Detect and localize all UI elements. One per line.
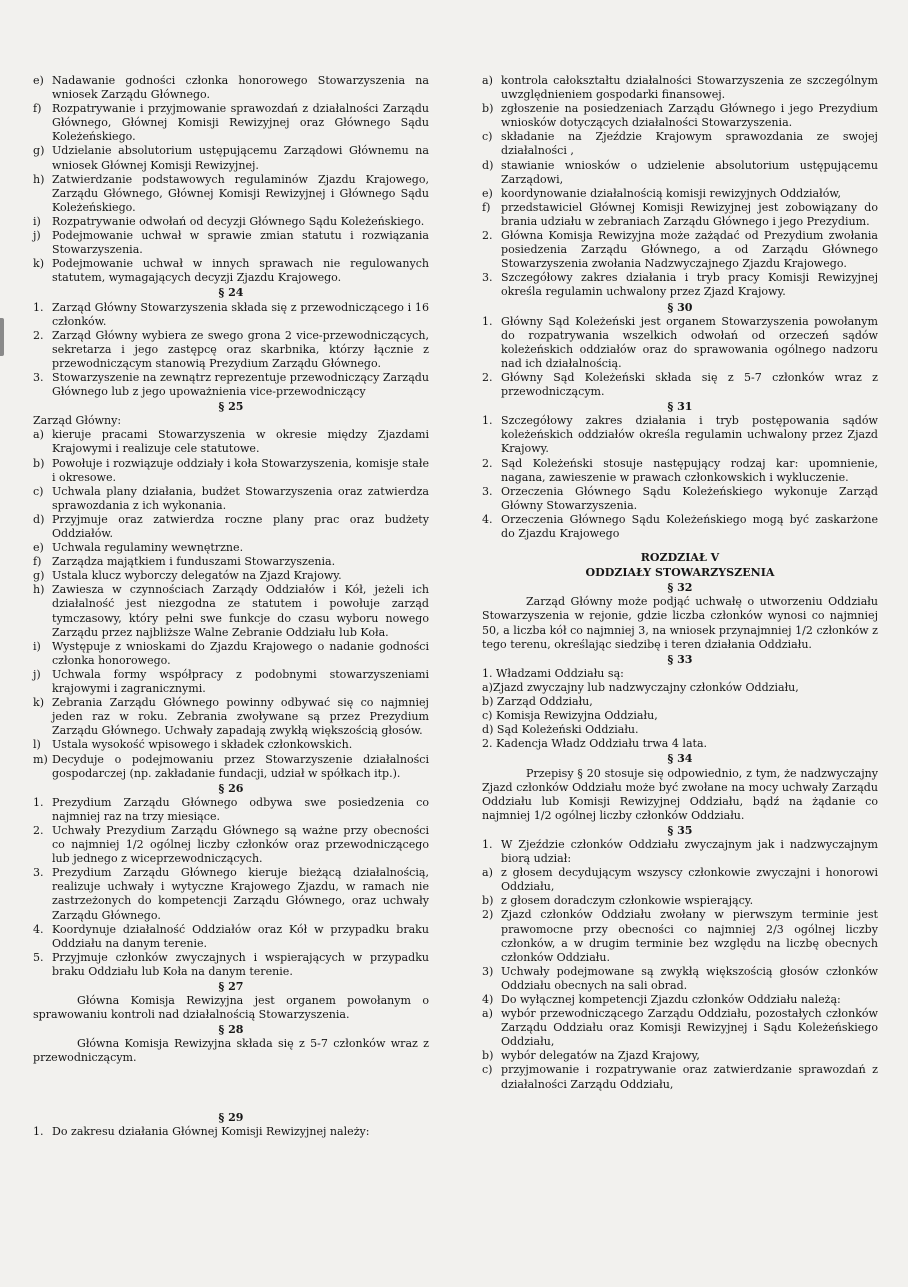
list-item-label: 1. — [482, 414, 493, 428]
list-item — [482, 1007, 878, 1049]
text-line: a)Zjazd zwyczajny lub nadzwyczajny członków Oddziału, — [482, 680, 799, 694]
list-item-text: Powołuje i rozwiązuje oddziały i koła Stowarzyszenia, komisje stałe i okresowe. — [52, 456, 429, 484]
list-item-text: Rozpatrywanie i przyjmowanie sprawozdań z działalności Zarządu Głównego, Głównej Komisji Rewizyjnej oraz Głównego Sądu Koleżeńskiego. — [52, 102, 429, 144]
list-item-text: Stowarzyszenie na zewnątrz reprezentuje przewodniczący Zarządu Głównego lub z jego upoważnienia vice-przewodniczący — [52, 370, 429, 399]
list-item-label: l) — [33, 738, 41, 752]
list-item — [482, 1049, 878, 1063]
list-item — [33, 485, 429, 513]
list-item — [482, 414, 878, 456]
list-item — [33, 1125, 429, 1139]
binding-edge-mark — [0, 318, 4, 356]
list-item-text: Występuje z wnioskami do Zjazdu Krajowego o nadanie godności członka honorowego. — [52, 639, 429, 667]
list-item-label: k) — [33, 696, 45, 710]
text-line: 2. Kadencja Władz Oddziału trwa 4 lata. — [482, 737, 708, 751]
list-item — [33, 753, 429, 781]
list-item — [33, 555, 429, 569]
section-28-text: Główna Komisja Rewizyjna składa się z 5-7 członków wraz z przewodniczącym. — [33, 1037, 429, 1065]
list-item — [482, 130, 878, 158]
list-item-text: Koordynuje działalność Oddziałów oraz Kół w przypadku braku Oddziału na danym terenie. — [52, 922, 429, 950]
list-item-label: f) — [482, 200, 491, 214]
list-item-text: stawianie wniosków o udzielenie absolutorium ustępującemu Zarządowi, — [501, 158, 878, 186]
list-item-label: f) — [33, 102, 42, 116]
list-item-label: 1. — [482, 314, 493, 328]
list-item — [482, 1063, 878, 1091]
list-item-label: i) — [33, 214, 41, 228]
list-item — [33, 74, 429, 102]
list-item — [33, 428, 429, 456]
list-item-label: b) — [33, 456, 45, 470]
list-item-label: 1. — [33, 795, 44, 809]
list-item-text: Uchwala plany działania, budżet Stowarzyszenia oraz zatwierdza sprawozdania z ich wykonania. — [52, 484, 429, 512]
list-item-text: Do zakresu działania Głównej Komisji Rewizyjnej należy: — [52, 1124, 370, 1138]
list-item — [482, 457, 878, 485]
list-item-text: Prezydium Zarządu Głównego kieruje bieżącą działalnością, realizuje uchwały i wytyczne Krajowego Zjazdu, w ramach nie zastrzeżonych do kompetencji Zarządu Głównego, oraz uchwały Zarządu Głównego. — [52, 866, 429, 922]
list-item-text: Prezydium Zarządu Głównego odbywa swe posiedzenia co najmniej raz na trzy miesiące. — [52, 795, 429, 823]
list-item-label: 2. — [482, 229, 493, 243]
list-item-label: 4) — [482, 993, 494, 1006]
list-item-label: 1. — [33, 1124, 44, 1138]
list-item-label: 2. — [482, 456, 493, 470]
section-32-heading: § 32 — [667, 581, 693, 595]
list-item-label: c) — [33, 484, 44, 498]
list-item-text: Szczegółowy zakres działania i tryb postępowania sądów koleżeńskich oddziałów określa regulamin uchwalony przez Zjazd Krajowy. — [501, 414, 878, 456]
list-item-text: Udzielanie absolutorium ustępującemu Zarządowi Głównemu na wniosek Głównej Komisji Rewizyjnej. — [52, 144, 429, 172]
list-item — [33, 102, 429, 144]
list-item-text: Zatwierdzanie podstawowych regulaminów Zjazdu Krajowego, Zarządu Głównego, Głównej Komisji Rewizyjnej i Głównego Sądu Koleżeńskiego. — [52, 172, 429, 214]
section-24-heading: § 24 — [218, 286, 244, 300]
list-item-label: 3) — [482, 964, 494, 978]
text-line: 1. Władzami Oddziału są: — [482, 666, 624, 680]
list-item — [482, 485, 878, 513]
section-34-text: Przepisy § 20 stosuje się odpowiednio, z tym, że nadzwyczajny Zjazd członków Oddziału może być zwołane na mocy uchwały Zarządu Oddziału lub Komisji Rewizyjnej Oddziału, bądź na żądanie co najmniej 1/2 ogólnej liczby członków Oddziału. — [482, 766, 878, 822]
list-item-text: Sąd Koleżeński stosuje następujący rodzaj kar: upomnienie, nagana, zawieszenie w prawach członkowskich i wykluczenie. — [501, 456, 878, 484]
list-item-text: Przyjmuje członków zwyczajnych i wspierających w przypadku braku Oddziału lub Koła na danym terenie. — [52, 950, 429, 978]
list-item-label: j) — [33, 229, 41, 243]
list-item-label: 3. — [33, 370, 44, 384]
list-item-text: Zjazd członków Oddziału zwołany w pierwszym terminie jest prawomocne przy obecności co najmniej 2/3 ogólnej liczby członków, a w drugim terminie bez względu na liczbę obecnych członków Oddziału. — [501, 908, 878, 964]
section-33-heading: § 33 — [667, 652, 693, 666]
list-item-text: składanie na Zjeździe Krajowym sprawozdania ze swojej działalności , — [501, 130, 878, 158]
section-27-text: Główna Komisja Rewizyjna jest organem powołanym o sprawowaniu kontroli nad działalnością Stowarzyszenia. — [33, 994, 429, 1022]
list-item-text: Uchwały podejmowane są zwykłą większością głosów członków Oddziału obecnych na sali obrad. — [501, 964, 878, 992]
list-item-text: z głosem doradczym członkowie wspierający. — [501, 894, 754, 908]
list-item-label: e) — [482, 186, 493, 200]
list-item-label: 2. — [33, 823, 44, 837]
section-34-heading: § 34 — [667, 752, 693, 766]
list-item — [482, 838, 878, 866]
list-item-label: 4. — [33, 922, 44, 936]
section-26-heading: § 26 — [218, 781, 244, 795]
chapter-title: ODDZIAŁY STOWARZYSZENIA — [585, 566, 775, 580]
list-item — [482, 908, 878, 964]
list-item — [482, 965, 878, 993]
list-item-text: Zawiesza w czynnościach Zarządy Oddziałów i Kół, jeżeli ich działalność jest niezgodna ze statutem i powołuje zarząd tymczasowy, który pełni swe funkcje do czasu wyboru nowego Zarządu przez najbliższe Walne Zebranie Oddziału lub Koła. — [52, 583, 429, 639]
list-item — [33, 696, 429, 738]
list-item-label: a) — [482, 866, 493, 880]
list-item-label: m) — [33, 752, 48, 766]
list-item — [482, 159, 878, 187]
list-item-label: b) — [482, 1049, 494, 1063]
list-item-text: Ustala klucz wyborczy delegatów na Zjazd Krajowy. — [52, 569, 342, 583]
section-31-heading: § 31 — [667, 400, 693, 414]
list-item-text: Zarząd Główny Stowarzyszenia składa się z przewodniczącego i 16 członków. — [52, 300, 429, 328]
list-item-label: 3. — [33, 866, 44, 880]
list-item-text: przyjmowanie i rozpatrywanie oraz zatwierdzanie sprawozdań z działalności Zarządu Oddziału, — [501, 1063, 878, 1091]
section-24-list — [33, 301, 429, 400]
list-item-label: d) — [482, 158, 494, 172]
section-25-list — [33, 428, 429, 780]
section-35-list — [482, 838, 878, 1092]
list-item — [482, 187, 878, 201]
list-item-label: 2. — [33, 328, 44, 342]
list-item-label: 1. — [33, 300, 44, 314]
spacer — [33, 1066, 429, 1110]
list-item — [33, 215, 429, 229]
list-item-text: Uchwala regulaminy wewnętrzne. — [52, 541, 244, 555]
list-item — [482, 229, 878, 271]
list-item-label: c) — [482, 130, 493, 144]
section-26-list — [33, 796, 429, 979]
list-item-label: i) — [33, 639, 41, 653]
section-33-lines — [482, 667, 878, 752]
list-item-label: e) — [33, 541, 44, 555]
list-item-label: a) — [482, 1007, 493, 1021]
text-line: d) Sąd Koleżeński Oddziału. — [482, 723, 639, 737]
list-item — [33, 541, 429, 555]
list-item-label: f) — [33, 555, 42, 569]
list-item — [33, 583, 429, 639]
list-item-label: g) — [33, 144, 45, 158]
list-item-label: 1. — [482, 837, 493, 851]
text-line: c) Komisja Rewizyjna Oddziału, — [482, 709, 658, 723]
left-column — [33, 74, 429, 1139]
list-item-text: wybór delegatów na Zjazd Krajowy, — [501, 1049, 700, 1063]
list-item-label: d) — [33, 512, 45, 526]
list-item — [33, 513, 429, 541]
list-item-text: Przyjmuje oraz zatwierdza roczne plany prac oraz budżety Oddziałów. — [52, 512, 429, 540]
list-item — [482, 513, 878, 541]
list-item-label: c) — [482, 1063, 493, 1077]
list-item — [33, 173, 429, 215]
list-item — [33, 824, 429, 866]
list-item-label: k) — [33, 257, 45, 271]
section-35-heading: § 35 — [667, 823, 693, 837]
list-item-text: kieruje pracami Stowarzyszenia w okresie między Zjazdami Krajowymi i realizuje cele statutowe. — [52, 428, 429, 456]
list-item-label: 4. — [482, 512, 493, 526]
list-item-text: Uchwala formy współpracy z podobnymi stowarzyszeniami krajowymi i zagranicznymi. — [52, 667, 429, 696]
list-item — [33, 668, 429, 696]
list-item — [482, 74, 878, 102]
list-items-e-to-k — [33, 74, 429, 285]
list-item-text: zgłoszenie na posiedzeniach Zarządu Głównego i jego Prezydium wniosków dotyczących działalności Stowarzyszenia. — [501, 102, 878, 130]
list-items-2-3 — [482, 229, 878, 299]
section-25-intro: Zarząd Główny: — [33, 414, 122, 428]
list-item — [33, 457, 429, 485]
list-item — [482, 201, 878, 229]
list-item — [33, 229, 429, 257]
list-item — [33, 866, 429, 922]
list-item-text: Podejmowanie uchwał w sprawie zmian statutu i rozwiązania Stowarzyszenia. — [52, 229, 429, 257]
section-31-list — [482, 414, 878, 541]
list-item-text: Zarząd Główny wybiera ze swego grona 2 vice-przewodniczących, sekretarza i jego zastępcę oraz skarbnika, którzy łącznie z przewodniczącym stanowią Prezydium Zarządu Głównego. — [52, 328, 429, 370]
chapter-number: ROZDZIAŁ V — [640, 551, 720, 565]
list-item-text: Zarządza majątkiem i funduszami Stowarzyszenia. — [52, 555, 336, 569]
list-item-label: b) — [482, 894, 494, 908]
list-item-label: 2. — [482, 370, 493, 384]
list-item-label: a) — [482, 74, 493, 87]
list-item-label: e) — [33, 74, 44, 87]
list-item — [482, 894, 878, 908]
list-item — [33, 640, 429, 668]
list-item-text: Decyduje o podejmowaniu przez Stowarzyszenie działalności gospodarczej (np. zakładanie fundacji, udział w spółkach itp.). — [52, 752, 429, 780]
list-item-text: Uchwały Prezydium Zarządu Głównego są ważne przy obecności co najmniej 1/2 ogólnej liczby członków oraz przewodniczącego lub jednego z wiceprzewodniczących. — [52, 823, 429, 866]
list-item — [482, 371, 878, 399]
section-29-list — [33, 1125, 429, 1139]
list-item — [482, 866, 878, 894]
section-28-heading: § 28 — [218, 1023, 244, 1037]
list-item-label: h) — [33, 583, 45, 597]
list-item-label: 3. — [482, 484, 493, 498]
list-item-text: Nadawanie godności członka honorowego Stowarzyszenia na wniosek Zarządu Głównego. — [52, 74, 429, 102]
list-item-text: wybór przewodniczącego Zarządu Oddziału, pozostałych członków Zarządu Oddziału oraz Komisji Rewizyjnej i Sądu Koleżeńskiego Oddziału, — [501, 1007, 878, 1049]
list-item-text: Główny Sąd Koleżeński składa się z 5-7 członków wraz z przewodniczącym. — [501, 370, 878, 399]
list-item — [33, 301, 429, 329]
list-item-label: 3. — [482, 271, 493, 285]
list-item-text: z głosem decydującym wszyscy członkowie zwyczajni i honorowi Oddziału, — [501, 866, 878, 894]
list-item-text: Do wyłącznej kompetencji Zjazdu członków Oddziału należą: — [501, 993, 841, 1006]
list-item-label: g) — [33, 569, 45, 583]
list-item — [482, 993, 878, 1007]
section-32-text: Zarząd Główny może podjąć uchwałę o utworzeniu Oddziału Stowarzyszenia w rejonie, gdzie liczba członków wynosi co najmniej 50, a liczba kół co najmniej 3, na wniosek przynajmniej 1/2 członków z tego terenu, określając siedzibę i teren działania Oddziału. — [482, 595, 878, 651]
list-items-a-to-f — [482, 74, 878, 229]
list-item-text: Podejmowanie uchwał w innych sprawach nie regulowanych statutem, wymagających decyzji Zjazdu Krajowego. — [52, 257, 429, 285]
section-27-heading: § 27 — [218, 980, 244, 993]
list-item — [482, 102, 878, 130]
list-item — [33, 738, 429, 752]
list-item — [33, 569, 429, 583]
list-item-text: Orzeczenia Głównego Sądu Koleżeńskiego wykonuje Zarząd Główny Stowarzyszenia. — [501, 484, 878, 512]
list-item-text: Rozpatrywanie odwołań od decyzji Głównego Sądu Koleżeńskiego. — [52, 214, 425, 228]
list-item-text: kontrola całokształtu działalności Stowarzyszenia ze szczególnym uwzględnieniem gospodarki finansowej. — [501, 74, 878, 102]
section-25-heading: § 25 — [218, 400, 244, 414]
list-item-text: Główny Sąd Koleżeński jest organem Stowarzyszenia powołanym do rozpatrywania wszelkich odwołań od orzeczeń sądów koleżeńskich oddziałów oraz do sprawowania ogólnego nadzoru nad ich działalnością. — [501, 314, 878, 370]
list-item-text: Orzeczenia Głównego Sądu Koleżeńskiego mogą być zaskarżone do Zjazdu Krajowego — [501, 512, 878, 540]
list-item — [33, 923, 429, 951]
list-item — [33, 371, 429, 399]
list-item — [33, 144, 429, 172]
text-line: b) Zarząd Oddziału, — [482, 695, 593, 709]
right-column — [482, 74, 878, 1092]
list-item-text: Ustala wysokość wpisowego i składek członkowskich. — [52, 738, 353, 752]
list-item — [33, 796, 429, 824]
section-30-heading: § 30 — [667, 300, 693, 314]
list-item — [33, 257, 429, 285]
list-item — [33, 951, 429, 979]
section-29-heading: § 29 — [218, 1110, 244, 1124]
list-item-label: j) — [33, 667, 41, 681]
list-item-label: 2) — [482, 908, 494, 922]
list-item-label: 5. — [33, 950, 44, 964]
list-item — [33, 329, 429, 371]
list-item — [482, 315, 878, 371]
list-item-label: b) — [482, 102, 494, 116]
list-item-text: Główna Komisja Rewizyjna może zażądać od Prezydium zwołania posiedzenia Zarządu Głównego, a od Zarządu Głównego Stowarzyszenia zwołania Nadzwyczajnego Zjazdu Krajowego. — [501, 229, 878, 271]
list-item-text: koordynowanie działalnością komisji rewizyjnych Oddziałów, — [501, 186, 842, 200]
list-item — [482, 271, 878, 299]
list-item-text: Szczegółowy zakres działania i tryb pracy Komisji Rewizyjnej określa regulamin uchwalony przez Zjazd Krajowy. — [501, 271, 878, 299]
list-item-label: h) — [33, 172, 45, 186]
list-item-text: W Zjeździe członków Oddziału zwyczajnym jak i nadzwyczajnym biorą udział: — [501, 837, 878, 866]
list-item-text: przedstawiciel Głównej Komisji Rewizyjnej jest zobowiązany do brania udziału w zebraniach Zarządu Głównego i jego Prezydium. — [501, 200, 878, 228]
list-item-label: a) — [33, 428, 44, 442]
list-item-text: Zebrania Zarządu Głównego powinny odbywać się co najmniej jeden raz w roku. Zebrania zwoływane są przez Prezydium Zarządu Głównego. Uchwały zapadają zwykłą większością głosów. — [52, 696, 429, 738]
section-30-list — [482, 315, 878, 400]
